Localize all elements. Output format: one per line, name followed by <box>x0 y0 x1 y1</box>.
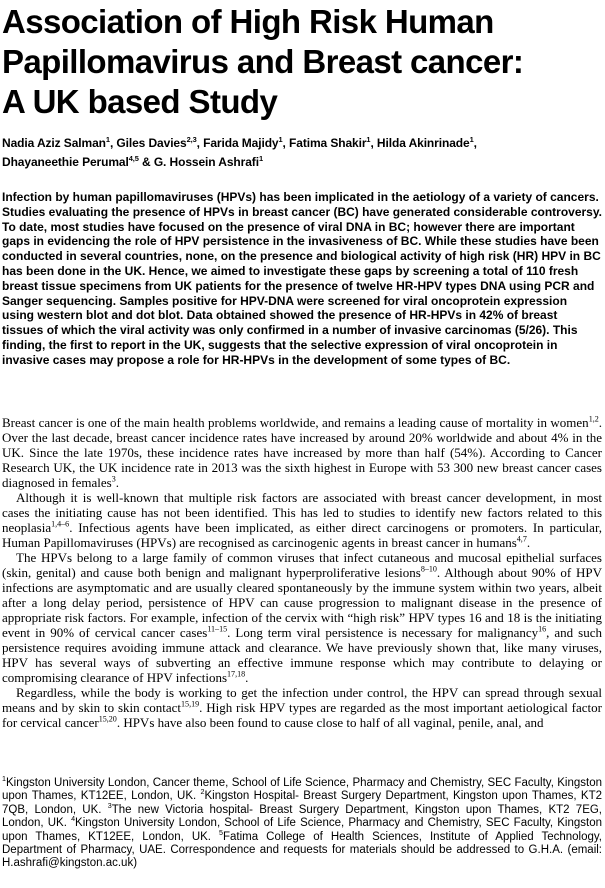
reference-superscript: 1,4–6 <box>51 519 70 529</box>
reference-superscript: 11–15 <box>207 624 228 634</box>
reference-superscript: 8–10 <box>420 564 437 574</box>
body-paragraph: Breast cancer is one of the main health problems worldwide, and remains a leading cause of mortality in women$^{1,2}$. Over the last decade, breast cancer incidence rates have increased by around 20% worldwide and about 4% in the UK. Since the late 1970s, these incidence rates have increased by more than half (54%). According to Cancer Research UK, the UK incidence rate in 2013 was the sixth highest in Europe with 53 300 new breast cancer cases diagnosed in females$^3$. <box>2 414 602 490</box>
reference-superscript: 2,3 <box>186 135 197 144</box>
page-title <box>2 2 602 122</box>
body-paragraph: Regardless, while the body is working to get the infection under control, the HPV can spread through sexual means and by skin to skin contact$^{15,19}$. High risk HPV types are regarded as the most important aetiological factor for cervical cancer$^{15,20}$. HPVs have also been found to cause close to half of all vaginal, penile, anal, and <box>2 685 602 730</box>
reference-superscript: 3 <box>107 801 112 810</box>
reference-superscript: 2 <box>200 788 205 797</box>
reference-superscript: 15,19 <box>181 699 200 709</box>
reference-superscript: 16 <box>538 624 547 634</box>
author-line-1: Nadia Aziz Salman$^1$, Giles Davies$^{2,3}$, Farida Majidy$^1$, Fatima Shakir$^1$, Hilda Akinrinade$^1$, <box>2 135 477 150</box>
reference-superscript: 4,7 <box>516 534 527 544</box>
page-title-line-1: Association of High Risk Human <box>2 3 494 40</box>
reference-superscript: 1 <box>366 135 371 144</box>
page-title-line-2: Papillomavirus and Breast cancer: <box>2 43 524 80</box>
reference-superscript: 3 <box>111 474 116 484</box>
reference-superscript: 1 <box>278 135 283 144</box>
author-line-2: Dhayaneethie Perumal$^{4,5}$ & G. Hossein Ashrafi$^1$ <box>2 154 263 169</box>
page-title-line-3: A UK based Study <box>2 83 278 120</box>
affiliations-text: $^1$Kingston University London, Cancer theme, School of Life Science, Pharmacy and Chemistry, SEC Faculty, Kingston upon Thames, KT12EE, London, UK. $^2$Kingston Hospital- Breast Surgery Department, Kingston upon Thames, KT2 7QB, London, UK. $^3$The new Victoria hospital- Breast Surgery Department, Kingston upon Thames, KT2 7EG, London, UK. $^4$Kingston University London, School of Life Science, Pharmacy and Chemistry, SEC Faculty, Kingston upon Thames, KT12EE, London, UK. $^5$Fatima College of Health Sciences, Institute of Applied Technology, Department of Pharmacy, UAE. Correspondence and requests for materials should be addressed to G.H.A. (email: H.ashrafi@kingston.ac.uk) <box>2 775 602 870</box>
reference-superscript: 4 <box>71 815 76 824</box>
reference-superscript: 1 <box>105 135 110 144</box>
reference-superscript: 1 <box>2 775 6 784</box>
reference-superscript: 1,2 <box>588 414 599 424</box>
reference-superscript: 17,18 <box>227 669 246 679</box>
reference-superscript: 15,20 <box>98 714 117 724</box>
abstract-text: Infection by human papillomaviruses (HPVs) has been implicated in the aetiology of a variety of cancers. Studies evaluating the presence of HPVs in breast cancer (BC) have generated considerable controversy. To date, most studies have focused on the presence of viral DNA in BC; however there are important gaps in evidencing the role of HPV persistence in the invasiveness of BC. While these studies have been conducted in several countries, none, on the presence and biological activity of high risk (HR) HPV in BC has been done in the UK. Hence, we aimed to investigate these gaps by screening a total of 110 fresh breast tissue specimens from UK patients for the presence of twelve HR-HPV types DNA using PCR and Sanger sequencing. Samples positive for HPV-DNA were screened for viral oncoprotein expression using western blot and dot blot. Data obtained showed the presence of HR-HPVs in 42% of breast tissues of which the viral activity was only confirmed in a number of invasive carcinomas (5/26). This finding, the first to report in the UK, suggests that the selective expression of viral oncoprotein in invasive cases may propose a role for HR-HPVs in the development of some types of BC. <box>2 190 602 367</box>
body-paragraph: The HPVs belong to a large family of common viruses that infect cutaneous and mucosal epithelial surfaces (skin, genital) and cause both benign and malignant hyperproliferative lesions$^{8-10}$. Although about 90% of HPV infections are asymptomatic and are usually cleared spontaneously by the immune system within two years, albeit after a long delay period, persistence of HPV can cause progression to malignant disease in the presence of appropriate risk factors. For example, infection of the cervix with “high risk” HPV types 16 and 18 is the initiating event in 90% of cervical cancer cases$^{11-15}$. Long term viral persistence is necessary for malignancy$^{16}$, and such persistence requires avoiding immune attack and clearance. We have previously shown that, like many viruses, HPV has several ways of subverting an effective immune response which may contribute to delaying or compromising clearance of HPV infections$^{17,18}$. <box>2 550 602 685</box>
body-text <box>2 415 602 730</box>
reference-superscript: 5 <box>219 828 223 837</box>
body-paragraph: Although it is well-known that multiple risk factors are associated with breast cancer development, in most cases the initiating cause has not been identified. This has led to studies to identify new factors related to this neoplasia$^{1,4-6}$. Infectious agents have been implicated, as either direct carcinogens or promoters. In particular, Human Papillomaviruses (HPVs) are recognised as carcinogenic agents in breast cancer in humans$^{4,7}$. <box>2 490 602 550</box>
reference-superscript: 1 <box>469 135 474 144</box>
author-list <box>2 134 602 172</box>
reference-superscript: 1 <box>258 154 263 163</box>
reference-superscript: 4,5 <box>128 154 139 163</box>
